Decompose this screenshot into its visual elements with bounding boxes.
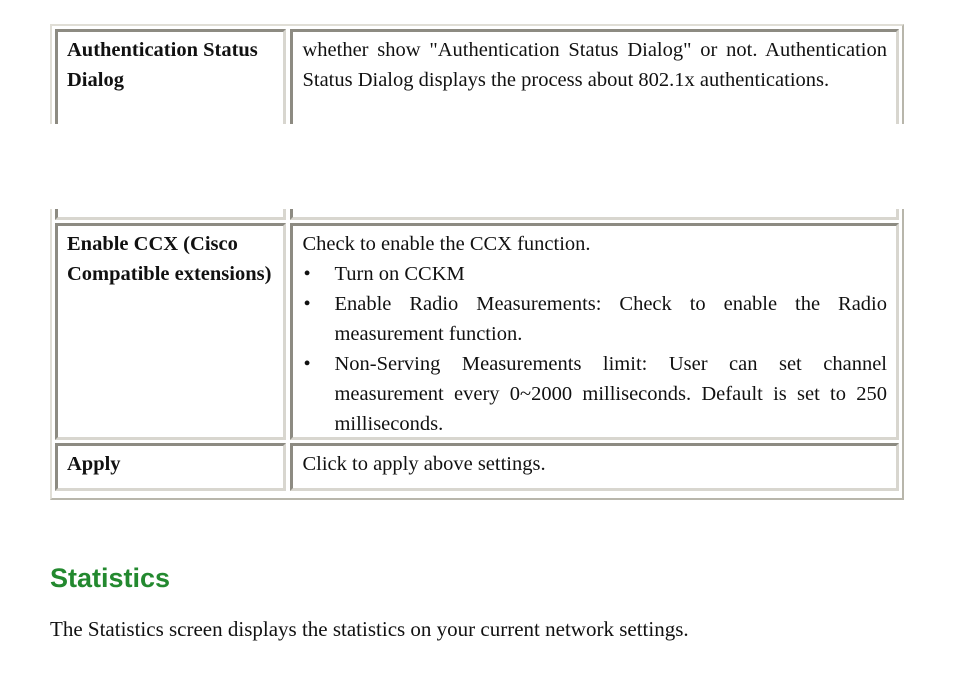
row-description-enable-ccx [290, 223, 899, 440]
list-item [302, 259, 887, 289]
row-label-apply [55, 443, 286, 491]
row-description-auth-status-dialog [290, 29, 899, 124]
row-label-text: Apply [67, 453, 121, 475]
row-intro-text: Check to enable the CCX function. [302, 233, 591, 255]
bullet-icon: • [303, 353, 311, 375]
row-label-text: Authentication Status Dialog [67, 39, 258, 91]
row-label-text: Enable CCX (Cisco Compatible extensions) [67, 233, 272, 285]
clipped-cell-right [290, 209, 899, 220]
table-row [55, 29, 899, 124]
table-row [55, 223, 899, 440]
row-description-text: whether show "Authentication Status Dialog" or not. Authentication Status Dialog displays the process about 802.1x authentications. [302, 39, 887, 91]
bullet-icon: • [303, 293, 311, 315]
row-label-auth-status-dialog [55, 29, 286, 124]
list-item [302, 289, 887, 349]
list-item-text: Turn on CCKM [334, 263, 465, 285]
table-row [55, 443, 899, 491]
section-paragraph: The Statistics screen displays the statistics on your current network settings. [50, 617, 689, 641]
bullet-icon: • [303, 263, 311, 285]
row-description-apply [290, 443, 899, 491]
row-label-enable-ccx [55, 223, 286, 440]
table-row-clipped [55, 209, 899, 220]
row-description-text: Click to apply above settings. [302, 453, 546, 475]
list-item [302, 349, 887, 439]
list-item-text: Non-Serving Measurements limit: User can set channel measurement every 0~2000 milliseconds. Default is set to 250 milliseconds. [334, 353, 887, 435]
bullet-list [302, 259, 887, 439]
section-heading: Statistics [50, 563, 171, 593]
settings-table-bottom [50, 209, 904, 500]
settings-table-top [50, 24, 904, 124]
list-item-text: Enable Radio Measurements: Check to enable the Radio measurement function. [334, 293, 887, 345]
clipped-cell-left [55, 209, 286, 220]
